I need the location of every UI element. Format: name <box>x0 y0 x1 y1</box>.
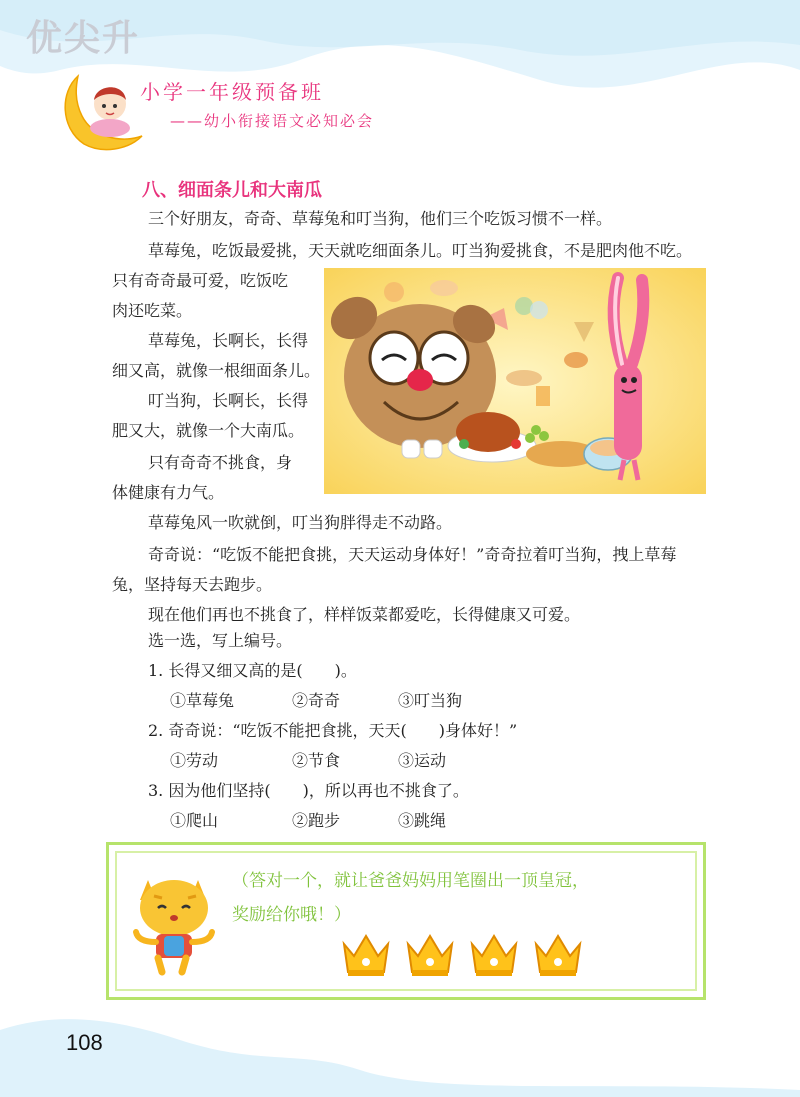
dog-rabbit-food-illustration <box>324 268 706 494</box>
moon-girl-icon <box>58 70 150 152</box>
story-paragraph-6a: 只有奇奇不挑食，身 <box>148 453 293 472</box>
question-1-option-1: ①草莓兔 <box>170 691 235 710</box>
series-title: 小学一年级预备班 <box>140 80 324 104</box>
brand-logo: 优尖升 <box>26 18 141 59</box>
story-paragraph-7: 草莓兔风一吹就倒，叮当狗胖得走不动路。 <box>148 513 453 532</box>
question-1-option-3: ③叮当狗 <box>398 691 463 710</box>
reward-instruction-line-2: 奖励给你哦！） <box>232 905 351 925</box>
exercise-instruction: 选一选，写上编号。 <box>148 631 293 650</box>
crown-icon <box>468 930 520 980</box>
question-1-option-2: ②奇奇 <box>292 691 341 710</box>
story-paragraph-8b: 兔，坚持每天去跑步。 <box>112 575 273 594</box>
question-2: 2. 奇奇说：“吃饭不能把食挑，天天( )身体好！” <box>148 721 518 740</box>
story-paragraph-3b: 肉还吃菜。 <box>112 301 193 320</box>
question-3: 3. 因为他们坚持( )，所以再也不挑食了。 <box>148 781 469 800</box>
story-paragraph-5b: 肥又大，就像一个大南瓜。 <box>112 421 305 440</box>
question-3-option-1: ①爬山 <box>170 811 219 830</box>
story-paragraph-6b: 体健康有力气。 <box>112 483 225 502</box>
story-paragraph-4b: 细又高，就像一根细面条儿。 <box>112 361 321 380</box>
crown-icon <box>404 930 456 980</box>
crown-icon <box>532 930 584 980</box>
story-paragraph-1: 三个好朋友，奇奇、草莓兔和叮当狗，他们三个吃饭习惯不一样。 <box>148 209 613 228</box>
question-2-option-2: ②节食 <box>292 751 341 770</box>
question-2-option-3: ③运动 <box>398 751 447 770</box>
story-paragraph-8a: 奇奇说：“吃饭不能把食挑，天天运动身体好！”奇奇拉着叮当狗，拽上草莓 <box>148 545 677 564</box>
page-number: 108 <box>66 1030 103 1055</box>
section-title: 八、细面条儿和大南瓜 <box>142 180 322 201</box>
crown-icon <box>340 930 392 980</box>
footer-wave-background <box>0 1010 800 1097</box>
question-2-option-1: ①劳动 <box>170 751 219 770</box>
reward-instruction <box>232 864 702 932</box>
question-1: 1. 长得又细又高的是( )。 <box>148 661 357 680</box>
story-paragraph-2: 草莓兔，吃饭最爱挑，天天就吃细面条儿。叮当狗爱挑食，不是肥肉他不吃。 <box>148 241 693 260</box>
story-paragraph-5a: 叮当狗，长啊长，长得 <box>148 391 309 410</box>
series-subtitle: ——幼小衔接语文必知必会 <box>170 112 375 130</box>
question-3-option-3: ③跳绳 <box>398 811 447 830</box>
cat-mascot-icon <box>128 866 218 976</box>
story-paragraph-3a: 只有奇奇最可爱，吃饭吃 <box>112 271 289 290</box>
reward-instruction-line-1: （答对一个，就让爸爸妈妈用笔圈出一顶皇冠， <box>232 871 589 891</box>
question-3-option-2: ②跑步 <box>292 811 341 830</box>
story-paragraph-4a: 草莓兔，长啊长，长得 <box>148 331 309 350</box>
story-paragraph-9: 现在他们再也不挑食了，样样饭菜都爱吃，长得健康又可爱。 <box>148 605 581 624</box>
